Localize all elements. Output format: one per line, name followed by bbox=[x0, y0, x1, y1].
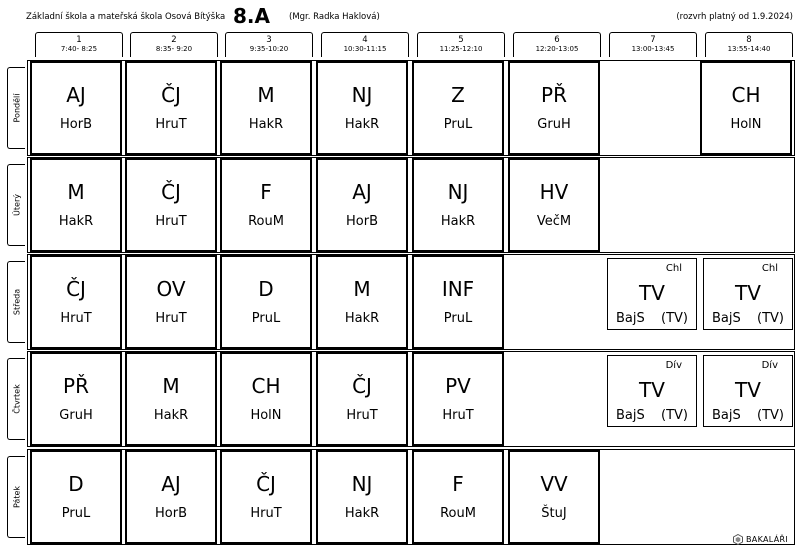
lesson-cell[interactable] bbox=[30, 450, 122, 544]
lesson-subject: M bbox=[162, 374, 180, 398]
period-number: 3 bbox=[266, 35, 272, 45]
school-name: Základní škola a mateřská škola Osová Bítýška bbox=[26, 12, 226, 22]
lesson-subject: F bbox=[260, 180, 272, 204]
lesson-teacher: PruL bbox=[61, 506, 91, 521]
lesson-teacher: HolN bbox=[730, 117, 762, 132]
lesson-teacher: ŠtuJ bbox=[541, 506, 567, 521]
lesson-subject: HV bbox=[539, 180, 569, 204]
lesson-teacher: HruT bbox=[250, 506, 282, 521]
lesson-cell[interactable] bbox=[30, 158, 122, 252]
lesson-teacher: HakR bbox=[344, 506, 380, 521]
lesson-cell[interactable] bbox=[316, 450, 408, 544]
lesson-teacher: HakR bbox=[153, 408, 189, 423]
lesson-room: (TV) bbox=[661, 408, 688, 423]
period-number: 6 bbox=[554, 35, 560, 45]
lesson-subject: TV bbox=[639, 378, 665, 402]
lesson-cell[interactable] bbox=[125, 61, 217, 155]
period-time: 13:55-14:40 bbox=[727, 45, 771, 53]
day-name: Pondělí bbox=[12, 93, 21, 123]
lesson-cell-split[interactable] bbox=[607, 355, 697, 427]
lesson-cell[interactable] bbox=[508, 450, 600, 544]
lesson-cell[interactable] bbox=[30, 255, 122, 349]
lesson-teacher: BajS bbox=[616, 408, 645, 423]
lesson-teacher: HruT bbox=[60, 311, 92, 326]
lesson-cell[interactable] bbox=[220, 255, 312, 349]
lesson-subject: ČJ bbox=[352, 374, 372, 398]
day-header-4 bbox=[7, 358, 25, 440]
lesson-teacher: HakR bbox=[440, 214, 476, 229]
lesson-subject: PŘ bbox=[541, 83, 567, 107]
lesson-cell-split[interactable] bbox=[703, 258, 793, 330]
brand-footer bbox=[733, 534, 788, 545]
lesson-subject: OV bbox=[156, 277, 186, 301]
lesson-cell[interactable] bbox=[220, 352, 312, 446]
lesson-subject: TV bbox=[639, 281, 665, 305]
lesson-teacher: HakR bbox=[344, 117, 380, 132]
lesson-subject: INF bbox=[441, 277, 475, 301]
day-name: Úterý bbox=[12, 194, 21, 216]
period-time: 12:20-13:05 bbox=[535, 45, 579, 53]
period-header-7 bbox=[609, 32, 697, 57]
class-teacher: (Mgr. Radka Haklová) bbox=[289, 12, 380, 22]
lesson-cell[interactable] bbox=[508, 158, 600, 252]
lesson-group: Chl bbox=[665, 263, 682, 274]
lesson-teacher: BajS bbox=[616, 311, 645, 326]
lesson-subject: NJ bbox=[351, 83, 373, 107]
lesson-room: (TV) bbox=[757, 311, 784, 326]
lesson-cell[interactable] bbox=[316, 61, 408, 155]
lesson-subject: CH bbox=[251, 374, 281, 398]
lesson-teacher: BajS bbox=[712, 311, 741, 326]
period-header-2 bbox=[130, 32, 218, 57]
lesson-cell[interactable] bbox=[316, 255, 408, 349]
lesson-teacher: GruH bbox=[59, 408, 93, 423]
lesson-teacher: PruL bbox=[251, 311, 281, 326]
lesson-teacher: HakR bbox=[58, 214, 94, 229]
lesson-teacher: HakR bbox=[344, 311, 380, 326]
lesson-cell[interactable] bbox=[412, 352, 504, 446]
lesson-subject: NJ bbox=[351, 472, 373, 496]
lesson-teacher: PruL bbox=[443, 311, 473, 326]
lesson-teacher: HruT bbox=[155, 311, 187, 326]
day-name: Pátek bbox=[12, 485, 21, 509]
lesson-cell-split[interactable] bbox=[703, 355, 793, 427]
lesson-subject: M bbox=[67, 180, 85, 204]
day-header-3 bbox=[7, 261, 25, 343]
lesson-cell[interactable] bbox=[412, 450, 504, 544]
lesson-cell-split[interactable] bbox=[607, 258, 697, 330]
lesson-subject: ČJ bbox=[161, 180, 181, 204]
lesson-cell[interactable] bbox=[125, 158, 217, 252]
period-header-4 bbox=[321, 32, 409, 57]
lesson-subject: AJ bbox=[161, 472, 181, 496]
period-header-5 bbox=[417, 32, 505, 57]
lesson-teacher: HruT bbox=[155, 117, 187, 132]
lesson-cell[interactable] bbox=[125, 352, 217, 446]
lesson-subject: ČJ bbox=[66, 277, 86, 301]
lesson-subject: AJ bbox=[66, 83, 86, 107]
lesson-subject: TV bbox=[735, 281, 761, 305]
lesson-subject: CH bbox=[731, 83, 761, 107]
bakalari-logo-icon bbox=[733, 534, 743, 545]
lesson-cell[interactable] bbox=[700, 61, 792, 155]
lesson-cell[interactable] bbox=[220, 158, 312, 252]
lesson-subject: D bbox=[258, 277, 274, 301]
lesson-teacher: PruL bbox=[443, 117, 473, 132]
lesson-teacher: BajS bbox=[712, 408, 741, 423]
period-number: 5 bbox=[458, 35, 464, 45]
lesson-subject: ČJ bbox=[256, 472, 276, 496]
lesson-cell[interactable] bbox=[30, 352, 122, 446]
lesson-teacher: RouM bbox=[248, 214, 284, 229]
lesson-room: (TV) bbox=[661, 311, 688, 326]
period-time: 7:40- 8:25 bbox=[60, 45, 98, 53]
lesson-subject: NJ bbox=[447, 180, 469, 204]
lesson-subject: M bbox=[257, 83, 275, 107]
day-header-2 bbox=[7, 164, 25, 246]
period-number: 7 bbox=[650, 35, 656, 45]
lesson-teacher: HruT bbox=[346, 408, 378, 423]
day-name: Čtvrtek bbox=[12, 384, 21, 414]
class-name: 8.A bbox=[233, 4, 270, 28]
lesson-teacher: HakR bbox=[248, 117, 284, 132]
lesson-subject: F bbox=[452, 472, 464, 496]
lesson-teacher: HruT bbox=[442, 408, 474, 423]
lesson-subject: ČJ bbox=[161, 83, 181, 107]
lesson-teacher: HruT bbox=[155, 214, 187, 229]
lesson-subject: PŘ bbox=[63, 374, 89, 398]
lesson-subject: VV bbox=[540, 472, 568, 496]
lesson-subject: AJ bbox=[352, 180, 372, 204]
period-number: 4 bbox=[362, 35, 368, 45]
day-header-1 bbox=[7, 67, 25, 149]
period-time: 10:30-11:15 bbox=[343, 45, 387, 53]
lesson-teacher: HorB bbox=[346, 214, 378, 229]
period-header-6 bbox=[513, 32, 601, 57]
lesson-teacher: HorB bbox=[60, 117, 92, 132]
lesson-cell[interactable] bbox=[316, 352, 408, 446]
lesson-cell[interactable] bbox=[412, 158, 504, 252]
period-time: 9:35-10:20 bbox=[249, 45, 289, 53]
lesson-subject: M bbox=[353, 277, 371, 301]
period-time: 8:35- 9:20 bbox=[155, 45, 193, 53]
lesson-room: (TV) bbox=[757, 408, 784, 423]
period-time: 11:25-12:10 bbox=[439, 45, 483, 53]
lesson-group: Dív bbox=[665, 360, 682, 371]
lesson-cell[interactable] bbox=[220, 450, 312, 544]
period-number: 2 bbox=[171, 35, 177, 45]
lesson-cell[interactable] bbox=[412, 255, 504, 349]
lesson-cell[interactable] bbox=[508, 61, 600, 155]
lesson-subject: D bbox=[68, 472, 84, 496]
validity-note: (rozvrh platný od 1.9.2024) bbox=[676, 12, 793, 22]
lesson-teacher: HorB bbox=[155, 506, 187, 521]
lesson-cell[interactable] bbox=[125, 450, 217, 544]
lesson-subject: TV bbox=[735, 378, 761, 402]
day-name: Středa bbox=[12, 288, 21, 316]
lesson-cell[interactable] bbox=[412, 61, 504, 155]
lesson-group: Dív bbox=[761, 360, 778, 371]
lesson-group: Chl bbox=[761, 263, 778, 274]
period-header-1 bbox=[35, 32, 123, 57]
brand-label: BAKALÁŘI bbox=[746, 535, 788, 544]
period-time: 13:00-13:45 bbox=[631, 45, 675, 53]
lesson-cell[interactable] bbox=[125, 255, 217, 349]
lesson-teacher: RouM bbox=[440, 506, 476, 521]
lesson-teacher: HolN bbox=[250, 408, 282, 423]
lesson-teacher: VečM bbox=[536, 214, 572, 229]
lesson-cell[interactable] bbox=[316, 158, 408, 252]
period-header-8 bbox=[705, 32, 793, 57]
lesson-cell[interactable] bbox=[30, 61, 122, 155]
lesson-cell[interactable] bbox=[220, 61, 312, 155]
lesson-teacher: GruH bbox=[537, 117, 571, 132]
day-header-5 bbox=[7, 456, 25, 538]
lesson-subject: PV bbox=[445, 374, 471, 398]
period-number: 1 bbox=[76, 35, 82, 45]
period-header-3 bbox=[225, 32, 313, 57]
period-number: 8 bbox=[746, 35, 752, 45]
lesson-subject: Z bbox=[451, 83, 465, 107]
